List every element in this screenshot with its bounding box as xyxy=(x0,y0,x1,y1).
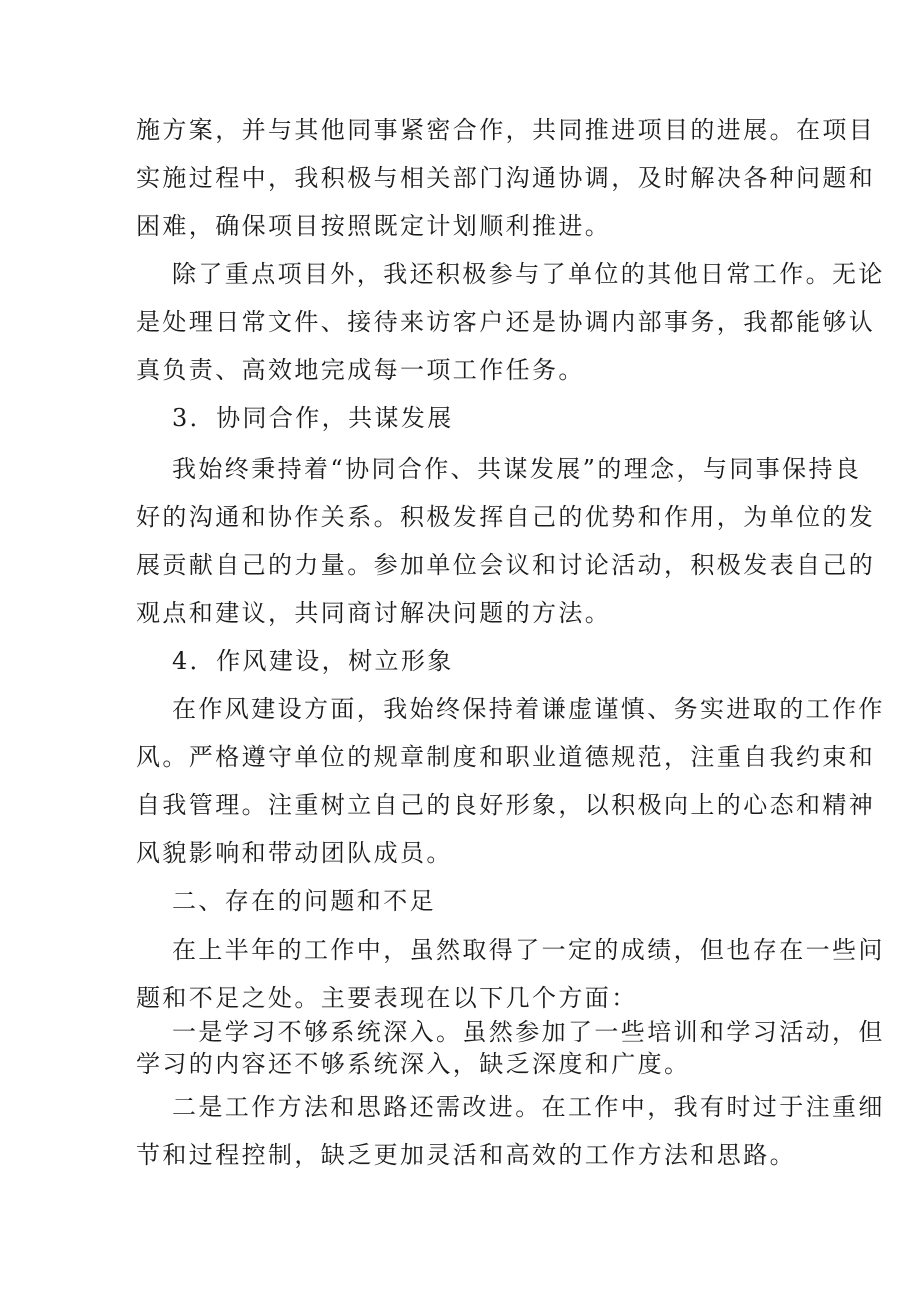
paragraph-line: 风貌影响和带动团队成员。 xyxy=(136,839,453,867)
paragraph-line: 学习的内容还不够系统深入，缺乏深度和广度。 xyxy=(136,1050,691,1078)
section-heading: 3．协同合作，共谋发展 xyxy=(172,404,454,432)
paragraph-line: 风。严格遵守单位的规章制度和职业道德规范，注重自我约束和 xyxy=(136,743,876,771)
paragraph-line: 题和不足之处。主要表现在以下几个方面： xyxy=(136,984,638,1012)
paragraph-line: 展贡献自己的力量。参加单位会议和讨论活动，积极发表自己的 xyxy=(136,551,876,579)
paragraph-line: 在作风建设方面，我始终保持着谦虚谨慎、务实进取的工作作 xyxy=(172,695,885,723)
paragraph-line: 好的沟通和协作关系。积极发挥自己的优势和作用，为单位的发 xyxy=(136,503,876,531)
paragraph-line: 我始终秉持着“协同合作、共谋发展”的理念，与同事保持良 xyxy=(172,455,862,483)
paragraph-line: 真负责、高效地完成每一项工作任务。 xyxy=(136,356,585,384)
paragraph-line: 是处理日常文件、接待来访客户还是协调内部事务，我都能够认 xyxy=(136,308,876,336)
paragraph-line: 节和过程控制，缺乏更加灵活和高效的工作方法和思路。 xyxy=(136,1141,796,1169)
paragraph-line: 在上半年的工作中，虽然取得了一定的成绩，但也存在一些问 xyxy=(172,936,885,964)
paragraph-line: 一是学习不够系统深入。虽然参加了一些培训和学习活动，但 xyxy=(172,1018,885,1046)
paragraph-line: 观点和建议，共同商讨解决问题的方法。 xyxy=(136,599,612,627)
paragraph-line: 实施过程中，我积极与相关部门沟通协调，及时解决各种问题和 xyxy=(136,164,876,192)
paragraph-line: 自我管理。注重树立自己的良好形象，以积极向上的心态和精神 xyxy=(136,791,876,819)
paragraph-line: 困难，确保项目按照既定计划顺利推进。 xyxy=(136,212,612,240)
paragraph-line: 除了重点项目外，我还积极参与了单位的其他日常工作。无论 xyxy=(172,260,885,288)
paragraph-line: 施方案，并与其他同事紧密合作，共同推进项目的进展。在项目 xyxy=(136,116,876,144)
section-heading: 4．作风建设，树立形象 xyxy=(172,647,454,675)
section-heading: 二、存在的问题和不足 xyxy=(172,887,436,915)
paragraph-line: 二是工作方法和思路还需改进。在工作中，我有时过于注重细 xyxy=(172,1093,885,1121)
